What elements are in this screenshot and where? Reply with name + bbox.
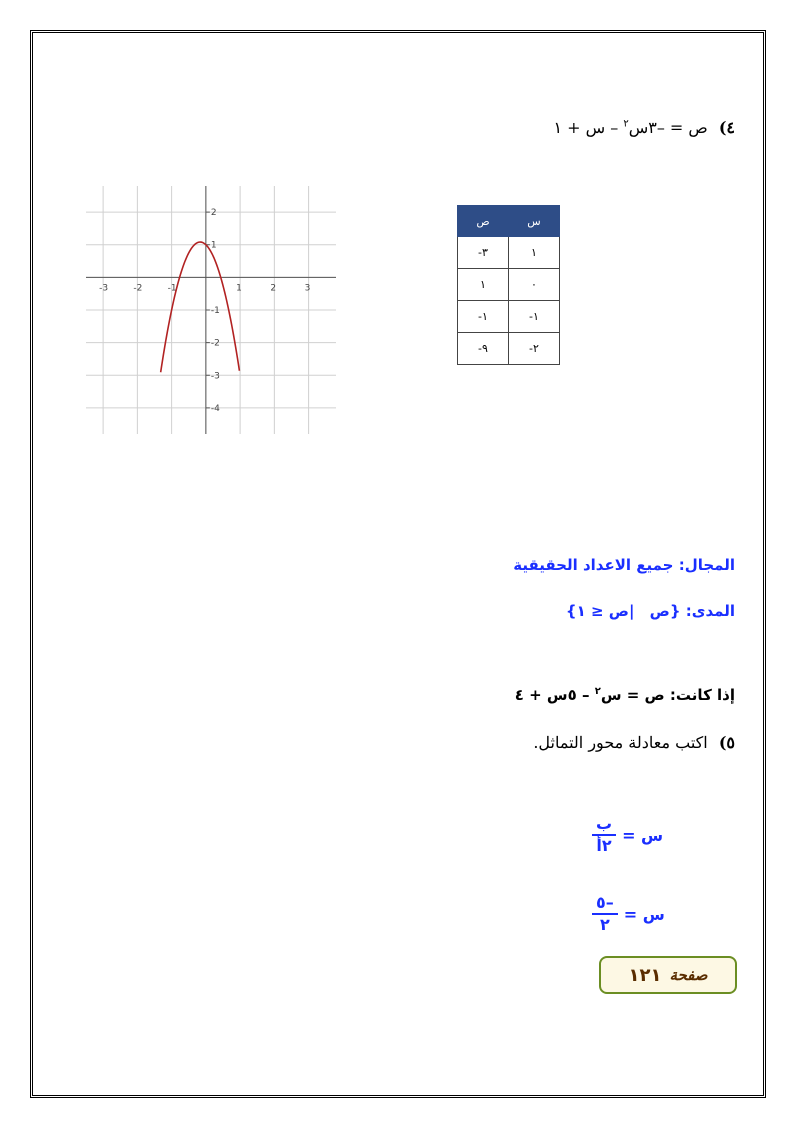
x-tick-label: -1	[167, 283, 177, 294]
table-row	[458, 269, 560, 301]
question-4-exponent: ٢	[623, 118, 629, 130]
fraction-numerator: ب	[592, 814, 616, 836]
x-tick-label: -3	[99, 283, 109, 294]
x-tick-label: 1	[236, 283, 242, 294]
table-cell: ٣-	[458, 237, 509, 269]
x-tick-label: 2	[270, 283, 277, 294]
given-exponent: ٢	[594, 686, 601, 697]
fraction	[592, 814, 616, 856]
page-label: صفحة	[669, 966, 708, 984]
page-number: ١٢١	[628, 964, 662, 986]
range-condition: |ص ≤ ١}	[565, 602, 635, 620]
y-tick-label: -3	[210, 371, 220, 382]
axis-formula-substituted	[592, 893, 665, 935]
range-label: المدى: {ص	[649, 602, 735, 620]
formula-variable: س =	[622, 825, 664, 845]
given-equation	[515, 686, 735, 704]
table-cell: ٩-	[458, 333, 509, 365]
x-tick-label: 3	[304, 283, 311, 294]
domain-statement: المجال: جميع الاعداد الحقيقية	[513, 556, 735, 574]
table-cell: ١	[458, 269, 509, 301]
parabola-curve	[161, 242, 240, 372]
axis-formula	[592, 814, 663, 856]
table-row	[458, 237, 560, 269]
table-cell: ٢-	[509, 333, 560, 365]
parabola-graph	[86, 186, 336, 434]
question-4	[553, 118, 735, 137]
table-cell: ٠	[509, 269, 560, 301]
y-tick-label: 1	[210, 240, 217, 251]
fraction-numerator: –٥	[592, 893, 618, 915]
question-5-number: ٥)	[718, 733, 735, 752]
table-header-x: س	[509, 206, 560, 237]
y-tick-label: 2	[210, 208, 217, 219]
question-4-number: ٤)	[718, 118, 735, 137]
formula-variable: س =	[623, 904, 665, 924]
question-5	[533, 733, 735, 752]
question-5-text: اكتب معادلة محور التماثل.	[533, 733, 708, 752]
page-number-badge	[599, 956, 737, 994]
given-rest: – ٥س + ٤	[514, 686, 595, 704]
x-tick-label: -2	[133, 283, 143, 294]
table-cell: ١-	[509, 301, 560, 333]
table-cell: ١	[509, 237, 560, 269]
values-table	[457, 205, 560, 365]
range-statement	[566, 602, 735, 620]
table-cell: ١-	[458, 301, 509, 333]
table-row	[458, 333, 560, 365]
y-tick-label: -4	[210, 403, 220, 414]
y-tick-label: -2	[210, 338, 220, 349]
question-4-equation-rest: – س + ١	[553, 118, 624, 137]
table-header-row	[458, 206, 560, 237]
table-header-y: ص	[458, 206, 509, 237]
fraction	[592, 893, 618, 935]
fraction-denominator: ٢	[600, 915, 610, 934]
table-row	[458, 301, 560, 333]
fraction-denominator: ٢أ	[596, 836, 612, 855]
y-tick-label: -1	[210, 306, 220, 316]
given-prefix: إذا كانت: ص = س	[600, 686, 735, 704]
question-4-equation: ص = –٣س	[628, 118, 708, 137]
